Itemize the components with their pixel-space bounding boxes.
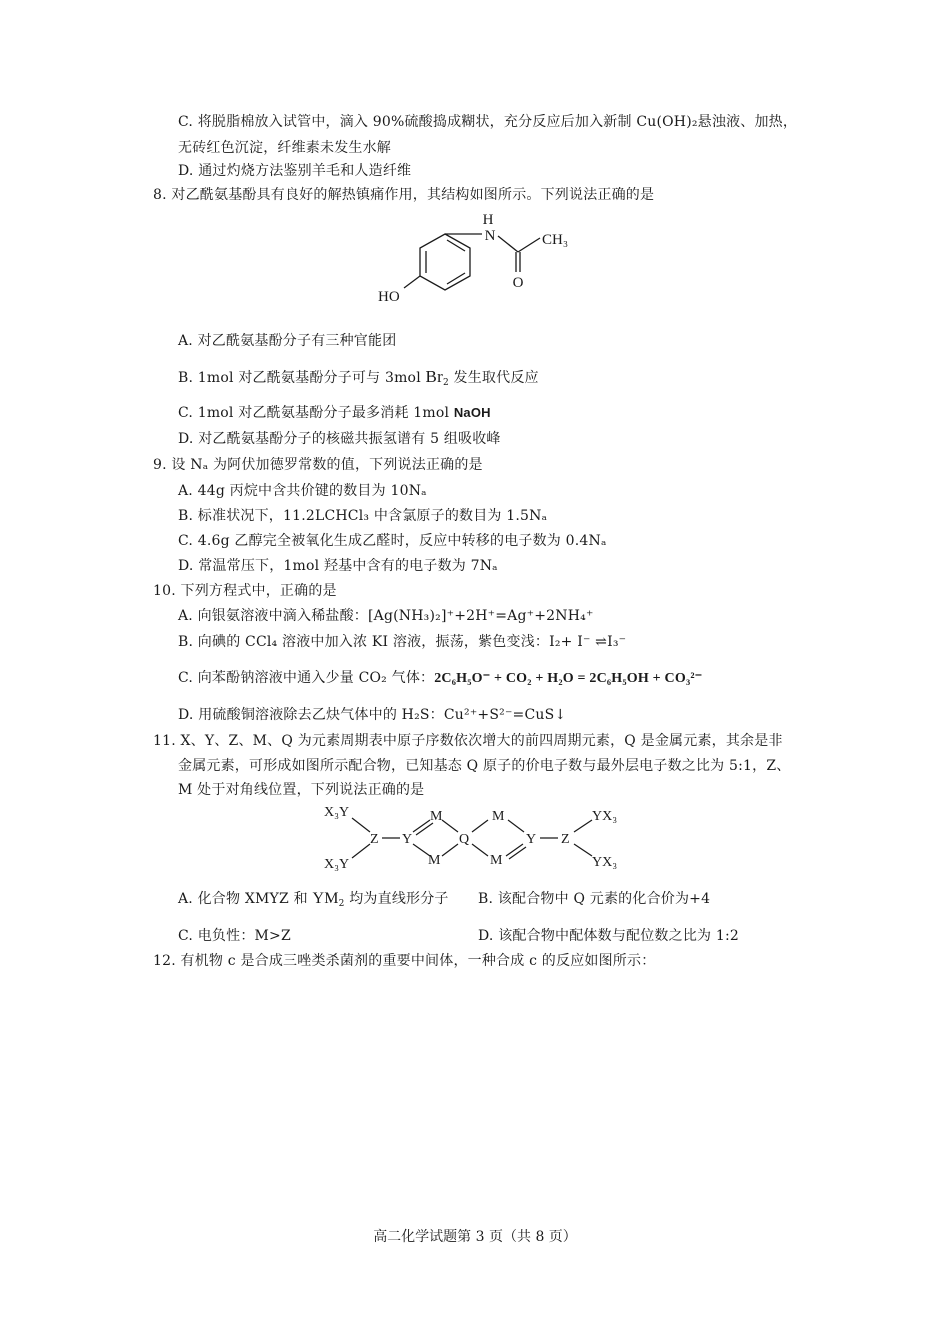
amide-h-label: H [482,212,494,228]
q10-option-a: A. 向银氨溶液中滴入稀盐酸：[Ag(NH₃)₂]⁺+2H⁺=Ag⁺+2NH₄⁺ [178,608,594,624]
q8-stem: 8. 对乙酰氨基酚具有良好的解热镇痛作用，其结构如图所示。下列说法正确的是 [153,187,655,203]
q8-option-a: A. 对乙酰氨基酚分子有三种官能团 [178,333,397,349]
y-left-label: Y [402,832,413,847]
m-lower-left-label: M [428,853,441,868]
m-lower-right-label: M [490,853,503,868]
q8-option-c: C. 1mol 对乙酰氨基酚分子最多消耗 1mol NaOH [178,405,491,421]
y-right-label: Y [526,832,537,847]
hydroxyl-label: HO [378,289,400,305]
q8-option-d: D. 对乙酰氨基酚分子的核磁共振氢谱有 5 组吸收峰 [178,431,501,447]
phenoxide-equation: 2C₆H₅O⁻ + CO₂ + H₂O = 2C₆H₅OH + CO₃²⁻ [434,671,703,686]
amide-n-label: N [484,228,496,244]
carbonyl-o-label: O [512,275,524,291]
z-left-label: Z [370,832,379,847]
q10-stem: 10. 下列方程式中，正确的是 [153,583,337,599]
q11-stem-line2: 金属元素，可形成如图所示配合物，已知基态 Q 原子的价电子数与最外层电子数之比为 5:1，Z、 [178,758,791,774]
q12-stem: 12. 有机物 c 是合成三唑类杀菌剂的重要中间体，一种合成 c 的反应如图所示： [153,953,656,969]
q7-option-c-line2: 无砖红色沉淀，纤维素未发生水解 [178,140,391,156]
q11-option-a: A. 化合物 XMYZ 和 $YM_2$ 均为直线形分子 [178,890,449,909]
acetaminophen-structure [370,212,590,312]
q10-option-d: D. 用硫酸铜溶液除去乙炔气体中的 H₂S：Cu²⁺+S²⁻=CuS↓ [178,707,567,723]
q7-option-d: D. 通过灼烧方法鉴别羊毛和人造纤维 [178,163,412,179]
m-upper-right-label: M [492,809,505,824]
q9-stem: 9. 设 Nₐ 为阿伏加德罗常数的值，下列说法正确的是 [153,457,483,473]
yx3-bottom-label: YX₃ [592,855,618,870]
z-right-label: Z [561,832,570,847]
m-upper-left-label: M [430,809,443,824]
q11-stem-line1: 11. X、Y、Z、M、Q 为元素周期表中原子序数依次增大的前四周期元素，Q 是金属元素，其余是非 [153,733,783,749]
q10-option-c: C. 向苯酚钠溶液中通入少量 CO₂ 气体：2C₆H₅O⁻ + CO₂ + H₂O = 2C₆H₅OH + CO₃²⁻ [178,670,703,686]
q9-option-a: A. 44g 丙烷中含共价键的数目为 10Nₐ [178,483,427,499]
x3y-top-label: X₃Y [324,805,350,820]
q11-option-c: C. 电负性：M>Z [178,928,291,944]
q10-option-b: B. 向碘的 CCl₄ 溶液中加入浓 KI 溶液，振荡，紫色变浅：I₂+ I⁻ ⇌I₃⁻ [178,634,627,650]
q8-option-b: B. 1mol 对乙酰氨基酚分子可与 3mol $Br_2$ 发生取代反应 [178,367,539,388]
q-center-label: Q [459,832,470,847]
q9-option-b: B. 标准状况下，11.2LCHCl₃ 中含氯原子的数目为 1.5Nₐ [178,508,548,524]
q11-option-b: B. 该配合物中 Q 元素的化合价为+4 [478,891,711,907]
methyl-label: CH₃ [542,232,569,248]
q9-option-d: D. 常温常压下，1mol 羟基中含有的电子数为 7Nₐ [178,558,498,574]
coordination-complex-structure [320,800,640,880]
q7-option-c-line1: C. 将脱脂棉放入试管中，滴入 90%硫酸捣成糊状，充分反应后加入新制 Cu(OH)₂悬浊液、加热， [178,114,798,130]
q9-option-c: C. 4.6g 乙醇完全被氧化生成乙醛时，反应中转移的电子数为 0.4Nₐ [178,533,607,549]
page-footer: 高二化学试题第 3 页（共 8 页） [373,1229,577,1245]
yx3-top-label: YX₃ [592,809,618,824]
q11-stem-line3: M 处于对角线位置，下列说法正确的是 [178,782,425,798]
x3y-bottom-label: X₃Y [324,857,350,872]
q11-option-d: D. 该配合物中配体数与配位数之比为 1:2 [478,928,740,944]
